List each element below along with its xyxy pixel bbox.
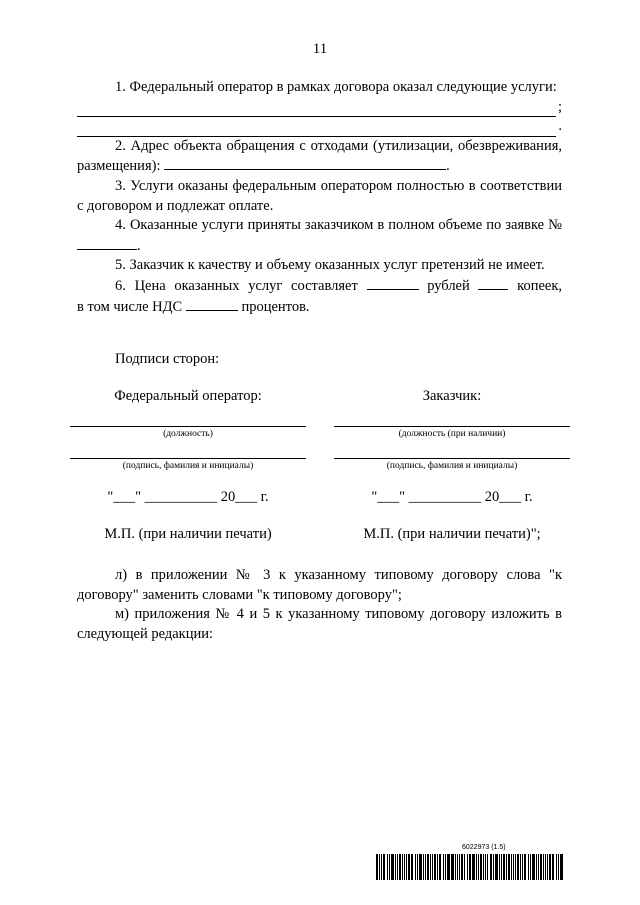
item-2-end: . [446,158,450,175]
page-number: 11 [312,41,328,57]
barcode-bar [524,854,526,880]
barcode-bar [451,854,452,880]
barcode-bar [545,854,546,880]
item-6-rubles-blank [367,276,419,290]
item-4-lead: 4. Оказанные услуги приняты заказчиком в полном объеме по заявке № [115,217,562,234]
act-body [77,78,562,317]
barcode-bar [528,854,529,880]
item-2-blank [164,156,446,170]
barcode-bar [397,854,398,880]
barcode-bar [434,854,436,880]
barcode-bar [432,854,433,880]
barcode-bar [552,854,554,880]
item-1-blank-1 [77,98,562,118]
barcode-bar [485,854,486,880]
barcode-bar [447,854,450,880]
item-2-lead: 2. Адрес объекта обращения с отходами (утилизации, обезвреживания, размещения): [77,137,562,175]
barcode-bar [538,854,539,880]
party-name-customer: Заказчик: [422,388,482,404]
barcode-bar [495,854,498,880]
stamp-note: М.П. (при наличии печати) [104,526,272,542]
document-code: 6022973 (1.5) [462,844,506,851]
barcode-bar [472,854,475,880]
amendment-l: л) в приложении № 3 к указанному типовому договору слова "к договору" заменить словами "к типовому договору"; [77,567,562,603]
amendment-text [77,566,562,644]
barcode-bar [408,854,410,880]
barcode-bar [457,854,458,880]
barcode-bar [487,854,488,880]
blank-punct: ; [557,98,562,115]
barcode-bar [423,854,424,880]
party-name-operator: Федеральный оператор: [114,388,262,404]
barcode-bar [455,854,456,880]
barcode-bar [459,854,460,880]
item-5-text: 5. Заказчик к качеству и объему оказанных услуг претензий не имеет. [115,257,545,274]
barcode-bar [417,854,418,880]
item-6-percent: процентов. [241,298,310,315]
barcode-bar [476,854,477,880]
signatures-title: Подписи сторон: [115,351,220,367]
barcode-bar [522,854,523,880]
position-caption: (должность (при наличии) [398,429,506,439]
barcode-bar [480,854,482,880]
item-6-kopeks: копеек, [517,277,562,294]
stamp-note: М.П. (при наличии печати)"; [363,526,541,542]
barcode-bar [376,854,378,880]
barcode-bar [439,854,441,880]
item-6-rubles: рублей [427,277,470,294]
signature-caption: (подпись, фамилия и инициалы) [122,461,254,471]
item-6-price: 6. Цена оказанных услуг составляет [115,277,358,294]
item-3-text: 3. Услуги оказаны федеральным оператором полностью в соответствии с договором и подлежат оплате. [77,177,562,214]
barcode-bar [511,854,512,880]
barcode-bar [425,854,426,880]
signature-line [70,458,306,459]
barcode-bar [464,854,465,880]
barcode-bar [411,854,413,880]
item-4-text [77,216,562,256]
barcode-icon [376,854,564,880]
barcode-bar [419,854,422,880]
item-4-end: . [137,237,141,254]
barcode-bar [508,854,510,880]
barcode-bar [547,854,548,880]
barcode-bar [556,854,557,880]
barcode-bar [503,854,505,880]
barcode-bar [501,854,502,880]
barcode-bar [391,854,394,880]
item-6-line-2 [77,297,562,318]
barcode-bar [415,854,416,880]
barcode-bar [379,854,380,880]
barcode-bar [402,854,403,880]
barcode-bar [530,854,531,880]
barcode-bar [406,854,407,880]
barcode-bar [383,854,385,880]
barcode-bar [437,854,438,880]
barcode-bar [452,854,454,880]
barcode-bar [469,854,471,880]
barcode-bar [445,854,446,880]
signature-line [334,458,570,459]
barcode-bar [461,854,463,880]
signature-caption: (подпись, фамилия и инициалы) [386,461,518,471]
barcode-bar [387,854,388,880]
item-6-vat-blank [186,297,238,311]
barcode-bar [517,854,519,880]
position-line [334,426,570,427]
barcode-bar [515,854,516,880]
blank-rule [77,122,556,137]
position-line [70,426,306,427]
barcode-bar [381,854,382,880]
item-1-blank-2 [77,117,562,137]
blank-rule [77,102,556,117]
item-6-line-1 [77,276,562,297]
barcode-bar [532,854,535,880]
barcode-bar [493,854,494,880]
barcode-bar [478,854,479,880]
item-1-text: 1. Федеральный оператор в рамках договора оказал следующие услуги: [115,79,557,95]
date-line: "___" __________ 20___ г. [371,489,533,505]
barcode-bar [558,854,559,880]
barcode-bar [513,854,514,880]
item-2-text [77,137,562,177]
date-line: "___" __________ 20___ г. [107,489,269,505]
blank-punct: . [558,118,562,135]
barcode-bar [543,854,544,880]
barcode-bar [560,854,563,880]
item-6-kopeks-blank [478,276,508,290]
barcode-bar [549,854,551,880]
barcode-bar [395,854,396,880]
barcode-bar [427,854,429,880]
barcode-bar [399,854,401,880]
barcode-bar [443,854,444,880]
position-caption: (должность) [163,429,213,439]
barcode-bar [483,854,484,880]
item-6-vat: в том числе НДС [77,298,183,315]
barcode-bar [389,854,390,880]
barcode-bar [404,854,405,880]
barcode-bar [430,854,431,880]
barcode-bar [499,854,500,880]
barcode-bar [490,854,492,880]
amendment-m: м) приложения № 4 и 5 к указанному типовому договору изложить в следующей редакции: [77,606,562,642]
barcode-bar [506,854,507,880]
barcode-bar [467,854,468,880]
barcode-bar [540,854,542,880]
item-4-blank [77,236,137,250]
barcode-bar [536,854,537,880]
barcode-bar [520,854,521,880]
